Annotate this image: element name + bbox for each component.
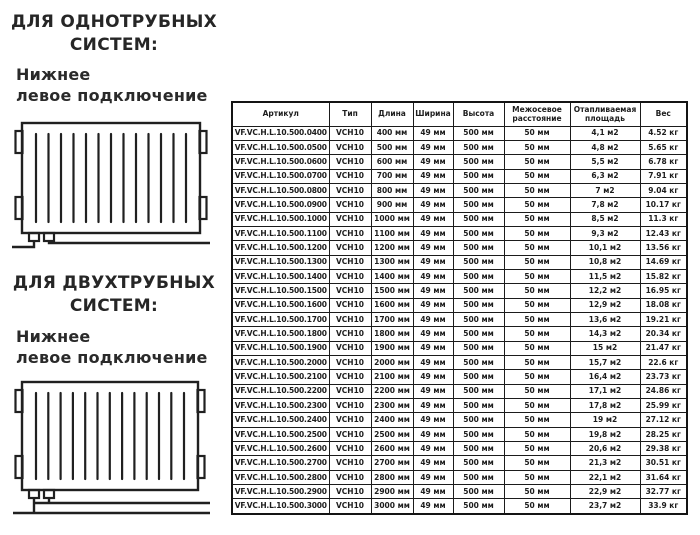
table-cell: VF.VC.H.L.10.500.1200 [232, 241, 329, 255]
table-cell: VCH10 [329, 312, 371, 326]
table-cell: 500 мм [453, 427, 504, 441]
table-cell: VCH10 [329, 298, 371, 312]
radiator-diagram-single-pipe [10, 117, 215, 253]
table-row [232, 442, 687, 456]
table-cell: 15 м2 [570, 341, 640, 355]
table-cell: VCH10 [329, 255, 371, 269]
table-row [232, 485, 687, 499]
table-cell: VCH10 [329, 155, 371, 169]
table-cell: 50 мм [504, 327, 570, 341]
table-cell: 30.51 кг [640, 456, 687, 470]
table-cell: 49 мм [413, 384, 453, 398]
table-cell: 500 мм [453, 212, 504, 226]
table-cell: 500 мм [453, 327, 504, 341]
table-row [232, 399, 687, 413]
table-cell: 19 м2 [570, 413, 640, 427]
table-cell: 28.25 кг [640, 427, 687, 441]
table-row [232, 155, 687, 169]
table-row [232, 198, 687, 212]
table-cell: 500 мм [453, 470, 504, 484]
table-cell: VCH10 [329, 499, 371, 514]
table-cell: 49 мм [413, 269, 453, 283]
table-cell: 500 мм [453, 485, 504, 499]
table-cell: 600 мм [371, 155, 413, 169]
table-cell: 49 мм [413, 155, 453, 169]
table-cell: VCH10 [329, 384, 371, 398]
table-cell: 500 мм [453, 198, 504, 212]
table-cell: 20.34 кг [640, 327, 687, 341]
table-cell: 2400 мм [371, 413, 413, 427]
table-cell: VF.VC.H.L.10.500.1700 [232, 312, 329, 326]
table-cell: 13,6 м2 [570, 312, 640, 326]
return-pipe [49, 241, 210, 243]
table-cell: VCH10 [329, 198, 371, 212]
table-row [232, 456, 687, 470]
table-cell: VF.VC.H.L.10.500.1900 [232, 341, 329, 355]
table-cell: 50 мм [504, 183, 570, 197]
table-cell: 32.77 кг [640, 485, 687, 499]
table-cell: 49 мм [413, 212, 453, 226]
table-cell: 16.95 кг [640, 284, 687, 298]
table-cell: 29.38 кг [640, 442, 687, 456]
table-cell: 7 м2 [570, 183, 640, 197]
table-row [232, 370, 687, 384]
table-cell: 2800 мм [371, 470, 413, 484]
table-cell: 500 мм [453, 226, 504, 240]
table-cell: 12,9 м2 [570, 298, 640, 312]
table-cell: 50 мм [504, 456, 570, 470]
table-cell: VCH10 [329, 341, 371, 355]
table-cell: 15,7 м2 [570, 356, 640, 370]
table-row [232, 269, 687, 283]
table-cell: 2900 мм [371, 485, 413, 499]
table-cell: 500 мм [371, 140, 413, 154]
table-cell: 49 мм [413, 284, 453, 298]
table-cell: 500 мм [453, 384, 504, 398]
table-cell: 18.08 кг [640, 298, 687, 312]
table-cell: 50 мм [504, 356, 570, 370]
table-cell: VF.VC.H.L.10.500.2100 [232, 370, 329, 384]
table-cell: 1000 мм [371, 212, 413, 226]
table-cell: VF.VC.H.L.10.500.2200 [232, 384, 329, 398]
table-cell: VF.VC.H.L.10.500.2700 [232, 456, 329, 470]
table-cell: 500 мм [453, 413, 504, 427]
table-cell: VCH10 [329, 456, 371, 470]
column-header: Артикул [232, 102, 329, 126]
table-cell: VF.VC.H.L.10.500.2300 [232, 399, 329, 413]
table-cell: 22,9 м2 [570, 485, 640, 499]
table-cell: 400 мм [371, 126, 413, 140]
table-cell: 50 мм [504, 470, 570, 484]
table-cell: 9.04 кг [640, 183, 687, 197]
left-panel [0, 0, 228, 535]
table-row [232, 284, 687, 298]
table-cell: 49 мм [413, 470, 453, 484]
table-cell: 5,5 м2 [570, 155, 640, 169]
table-cell: 49 мм [413, 140, 453, 154]
table-cell: 50 мм [504, 255, 570, 269]
table-cell: 50 мм [504, 126, 570, 140]
table-cell: 14,3 м2 [570, 327, 640, 341]
table-cell: 49 мм [413, 499, 453, 514]
table-cell: VF.VC.H.L.10.500.1800 [232, 327, 329, 341]
table-cell: 11.3 кг [640, 212, 687, 226]
table-cell: 49 мм [413, 356, 453, 370]
table-row [232, 356, 687, 370]
table-row [232, 413, 687, 427]
table-cell: VCH10 [329, 427, 371, 441]
table-cell: 1100 мм [371, 226, 413, 240]
table-row [232, 470, 687, 484]
table-cell: 21,3 м2 [570, 456, 640, 470]
table-cell: 1700 мм [371, 312, 413, 326]
table-cell: VF.VC.H.L.10.500.2800 [232, 470, 329, 484]
radiator-spec-table [231, 101, 688, 515]
table-row [232, 169, 687, 183]
table-cell: 49 мм [413, 198, 453, 212]
table-cell: 50 мм [504, 485, 570, 499]
table-cell: 6,3 м2 [570, 169, 640, 183]
table-cell: 50 мм [504, 140, 570, 154]
table-cell: VF.VC.H.L.10.500.0600 [232, 155, 329, 169]
table-cell: 50 мм [504, 298, 570, 312]
table-cell: 50 мм [504, 198, 570, 212]
column-header: Ширина [413, 102, 453, 126]
table-cell: 9,3 м2 [570, 226, 640, 240]
table-cell: 2700 мм [371, 456, 413, 470]
table-cell: VCH10 [329, 442, 371, 456]
table-cell: 3000 мм [371, 499, 413, 514]
table-cell: VF.VC.H.L.10.500.2000 [232, 356, 329, 370]
table-cell: VF.VC.H.L.10.500.1100 [232, 226, 329, 240]
table-cell: 13.56 кг [640, 241, 687, 255]
table-cell: 500 мм [453, 126, 504, 140]
table-cell: VF.VC.H.L.10.500.2900 [232, 485, 329, 499]
table-cell: 10,1 м2 [570, 241, 640, 255]
table-cell: 2600 мм [371, 442, 413, 456]
table-cell: 5.65 кг [640, 140, 687, 154]
table-cell: VCH10 [329, 370, 371, 384]
table-cell: VF.VC.H.L.10.500.0400 [232, 126, 329, 140]
table-cell: 900 мм [371, 198, 413, 212]
table-cell: 4,8 м2 [570, 140, 640, 154]
connection-stub-icon [29, 490, 39, 498]
table-cell: 17,8 м2 [570, 399, 640, 413]
table-cell: 700 мм [371, 169, 413, 183]
single-pipe-systems-heading [0, 11, 228, 57]
subheading-line: левое подключение [16, 86, 208, 105]
table-cell: 25.99 кг [640, 399, 687, 413]
table-cell: VCH10 [329, 226, 371, 240]
table-cell: 50 мм [504, 226, 570, 240]
table-cell: 50 мм [504, 155, 570, 169]
column-header: Длина [371, 102, 413, 126]
heading-line: ДЛЯ ОДНОТРУБНЫХ [10, 12, 218, 32]
table-cell: 500 мм [453, 241, 504, 255]
table-cell: 49 мм [413, 126, 453, 140]
table-cell: 7.91 кг [640, 169, 687, 183]
table-cell: VF.VC.H.L.10.500.0900 [232, 198, 329, 212]
table-cell: 50 мм [504, 169, 570, 183]
table-cell: 33.9 кг [640, 499, 687, 514]
subheading-line: левое подключение [16, 348, 208, 367]
table-cell: 49 мм [413, 226, 453, 240]
table-cell: 15.82 кг [640, 269, 687, 283]
table-cell: 21.47 кг [640, 341, 687, 355]
table-cell: VCH10 [329, 327, 371, 341]
table-cell: 500 мм [453, 356, 504, 370]
table-cell: 50 мм [504, 399, 570, 413]
table-cell: 49 мм [413, 183, 453, 197]
table-cell: 500 мм [453, 269, 504, 283]
table-cell: 2500 мм [371, 427, 413, 441]
table-row [232, 255, 687, 269]
table-cell: 500 мм [453, 155, 504, 169]
table-cell: 4.52 кг [640, 126, 687, 140]
table-row [232, 327, 687, 341]
table-row [232, 427, 687, 441]
table-cell: 20,6 м2 [570, 442, 640, 456]
table-cell: 31.64 кг [640, 470, 687, 484]
table-cell: 22,1 м2 [570, 470, 640, 484]
table-cell: 50 мм [504, 499, 570, 514]
table-cell: 500 мм [453, 370, 504, 384]
radiator-diagram-two-pipe [10, 372, 215, 520]
table-cell: VF.VC.H.L.10.500.1300 [232, 255, 329, 269]
column-header: Тип [329, 102, 371, 126]
table-cell: 49 мм [413, 341, 453, 355]
table-body [232, 126, 687, 514]
table-cell: 17,1 м2 [570, 384, 640, 398]
table-cell: 50 мм [504, 384, 570, 398]
table-cell: VCH10 [329, 241, 371, 255]
table-cell: 50 мм [504, 284, 570, 298]
table-cell: VCH10 [329, 169, 371, 183]
table-cell: 19,8 м2 [570, 427, 640, 441]
table-cell: 27.12 кг [640, 413, 687, 427]
table-cell: 4,1 м2 [570, 126, 640, 140]
table-cell: VF.VC.H.L.10.500.2400 [232, 413, 329, 427]
table-cell: 49 мм [413, 442, 453, 456]
table-cell: 50 мм [504, 427, 570, 441]
table-cell: VCH10 [329, 399, 371, 413]
single-pipe-connection-label [16, 64, 208, 106]
table-row [232, 384, 687, 398]
table-cell: 10,8 м2 [570, 255, 640, 269]
heading-line: СИСТЕМ: [69, 296, 159, 316]
table-cell: 49 мм [413, 427, 453, 441]
table-row [232, 499, 687, 514]
table-cell: 1800 мм [371, 327, 413, 341]
table-cell: VCH10 [329, 413, 371, 427]
table-cell: 49 мм [413, 255, 453, 269]
table-cell: 2200 мм [371, 384, 413, 398]
table-cell: 2000 мм [371, 356, 413, 370]
table-cell: 19.21 кг [640, 312, 687, 326]
table-cell: 500 мм [453, 442, 504, 456]
radiator-fins [36, 134, 186, 222]
table-cell: 1500 мм [371, 284, 413, 298]
table-row [232, 183, 687, 197]
two-pipe-connection-label [16, 326, 208, 368]
table-cell: VF.VC.H.L.10.500.1600 [232, 298, 329, 312]
table-cell: 8,5 м2 [570, 212, 640, 226]
table-cell: 2100 мм [371, 370, 413, 384]
table-cell: 1200 мм [371, 241, 413, 255]
column-header: Высота [453, 102, 504, 126]
heading-line: ДЛЯ ДВУХТРУБНЫХ [12, 273, 216, 293]
table-cell: 1600 мм [371, 298, 413, 312]
table-cell: 23.73 кг [640, 370, 687, 384]
table-cell: 7,8 м2 [570, 198, 640, 212]
column-header: Вес [640, 102, 687, 126]
table-cell: 11,5 м2 [570, 269, 640, 283]
table-cell: 49 мм [413, 370, 453, 384]
table-cell: 50 мм [504, 442, 570, 456]
table-cell: 50 мм [504, 212, 570, 226]
table-cell: 1400 мм [371, 269, 413, 283]
table-row [232, 241, 687, 255]
table-row [232, 140, 687, 154]
table-cell: 12,2 м2 [570, 284, 640, 298]
table-cell: 800 мм [371, 183, 413, 197]
connection-stub-icon [44, 490, 54, 498]
table-cell: 22.6 кг [640, 356, 687, 370]
table-cell: VCH10 [329, 284, 371, 298]
table-cell: 500 мм [453, 284, 504, 298]
table-cell: 49 мм [413, 241, 453, 255]
heading-line: СИСТЕМ: [69, 35, 159, 55]
table-cell: VCH10 [329, 140, 371, 154]
table-cell: VF.VC.H.L.10.500.3000 [232, 499, 329, 514]
table-cell: VCH10 [329, 183, 371, 197]
table-cell: 50 мм [504, 341, 570, 355]
table-cell: 10.17 кг [640, 198, 687, 212]
table-cell: 50 мм [504, 370, 570, 384]
table-cell: VCH10 [329, 212, 371, 226]
table-cell: 500 мм [453, 456, 504, 470]
table-cell: 500 мм [453, 140, 504, 154]
radiator-fins [36, 393, 184, 479]
table-cell: 2300 мм [371, 399, 413, 413]
table-cell: VF.VC.H.L.10.500.1400 [232, 269, 329, 283]
table-cell: 49 мм [413, 327, 453, 341]
subheading-line: Нижнее [16, 327, 91, 346]
subheading-line: Нижнее [16, 65, 91, 84]
table-cell: VF.VC.H.L.10.500.0500 [232, 140, 329, 154]
table-cell: VF.VC.H.L.10.500.2500 [232, 427, 329, 441]
table-cell: VCH10 [329, 269, 371, 283]
table-row [232, 341, 687, 355]
table-cell: 500 мм [453, 499, 504, 514]
table-cell: VCH10 [329, 126, 371, 140]
table-cell: 6.78 кг [640, 155, 687, 169]
table-cell: 14.69 кг [640, 255, 687, 269]
table-row [232, 126, 687, 140]
table-cell: 49 мм [413, 485, 453, 499]
table-cell: 50 мм [504, 269, 570, 283]
table-cell: VF.VC.H.L.10.500.1500 [232, 284, 329, 298]
table-cell: VF.VC.H.L.10.500.2600 [232, 442, 329, 456]
table-cell: 49 мм [413, 456, 453, 470]
table-cell: 49 мм [413, 169, 453, 183]
table-cell: 500 мм [453, 341, 504, 355]
table-cell: 500 мм [453, 169, 504, 183]
table-cell: VCH10 [329, 470, 371, 484]
table-cell: 12.43 кг [640, 226, 687, 240]
column-header: Межосевое расстояние [504, 102, 570, 126]
table-row [232, 298, 687, 312]
table-cell: 500 мм [453, 255, 504, 269]
table-cell: 500 мм [453, 312, 504, 326]
table-cell: 49 мм [413, 399, 453, 413]
table-cell: VF.VC.H.L.10.500.0700 [232, 169, 329, 183]
column-header: Отапливаемая площадь [570, 102, 640, 126]
table-cell: 50 мм [504, 312, 570, 326]
table-cell: 16,4 м2 [570, 370, 640, 384]
table-cell: 50 мм [504, 413, 570, 427]
table-cell: 500 мм [453, 298, 504, 312]
table-cell: 500 мм [453, 399, 504, 413]
table-cell: 50 мм [504, 241, 570, 255]
table-cell: 49 мм [413, 312, 453, 326]
table-row [232, 226, 687, 240]
table-cell: 49 мм [413, 413, 453, 427]
table-cell: VF.VC.H.L.10.500.0800 [232, 183, 329, 197]
table-cell: 1900 мм [371, 341, 413, 355]
two-pipe-systems-heading [0, 272, 228, 318]
table-row [232, 212, 687, 226]
table-cell: 24.86 кг [640, 384, 687, 398]
table-header-row [232, 102, 687, 126]
table-cell: 1300 мм [371, 255, 413, 269]
table-cell: VCH10 [329, 485, 371, 499]
table-row [232, 312, 687, 326]
table-cell: VCH10 [329, 356, 371, 370]
table-cell: 23,7 м2 [570, 499, 640, 514]
table-cell: VF.VC.H.L.10.500.1000 [232, 212, 329, 226]
table-cell: 500 мм [453, 183, 504, 197]
table-cell: 49 мм [413, 298, 453, 312]
